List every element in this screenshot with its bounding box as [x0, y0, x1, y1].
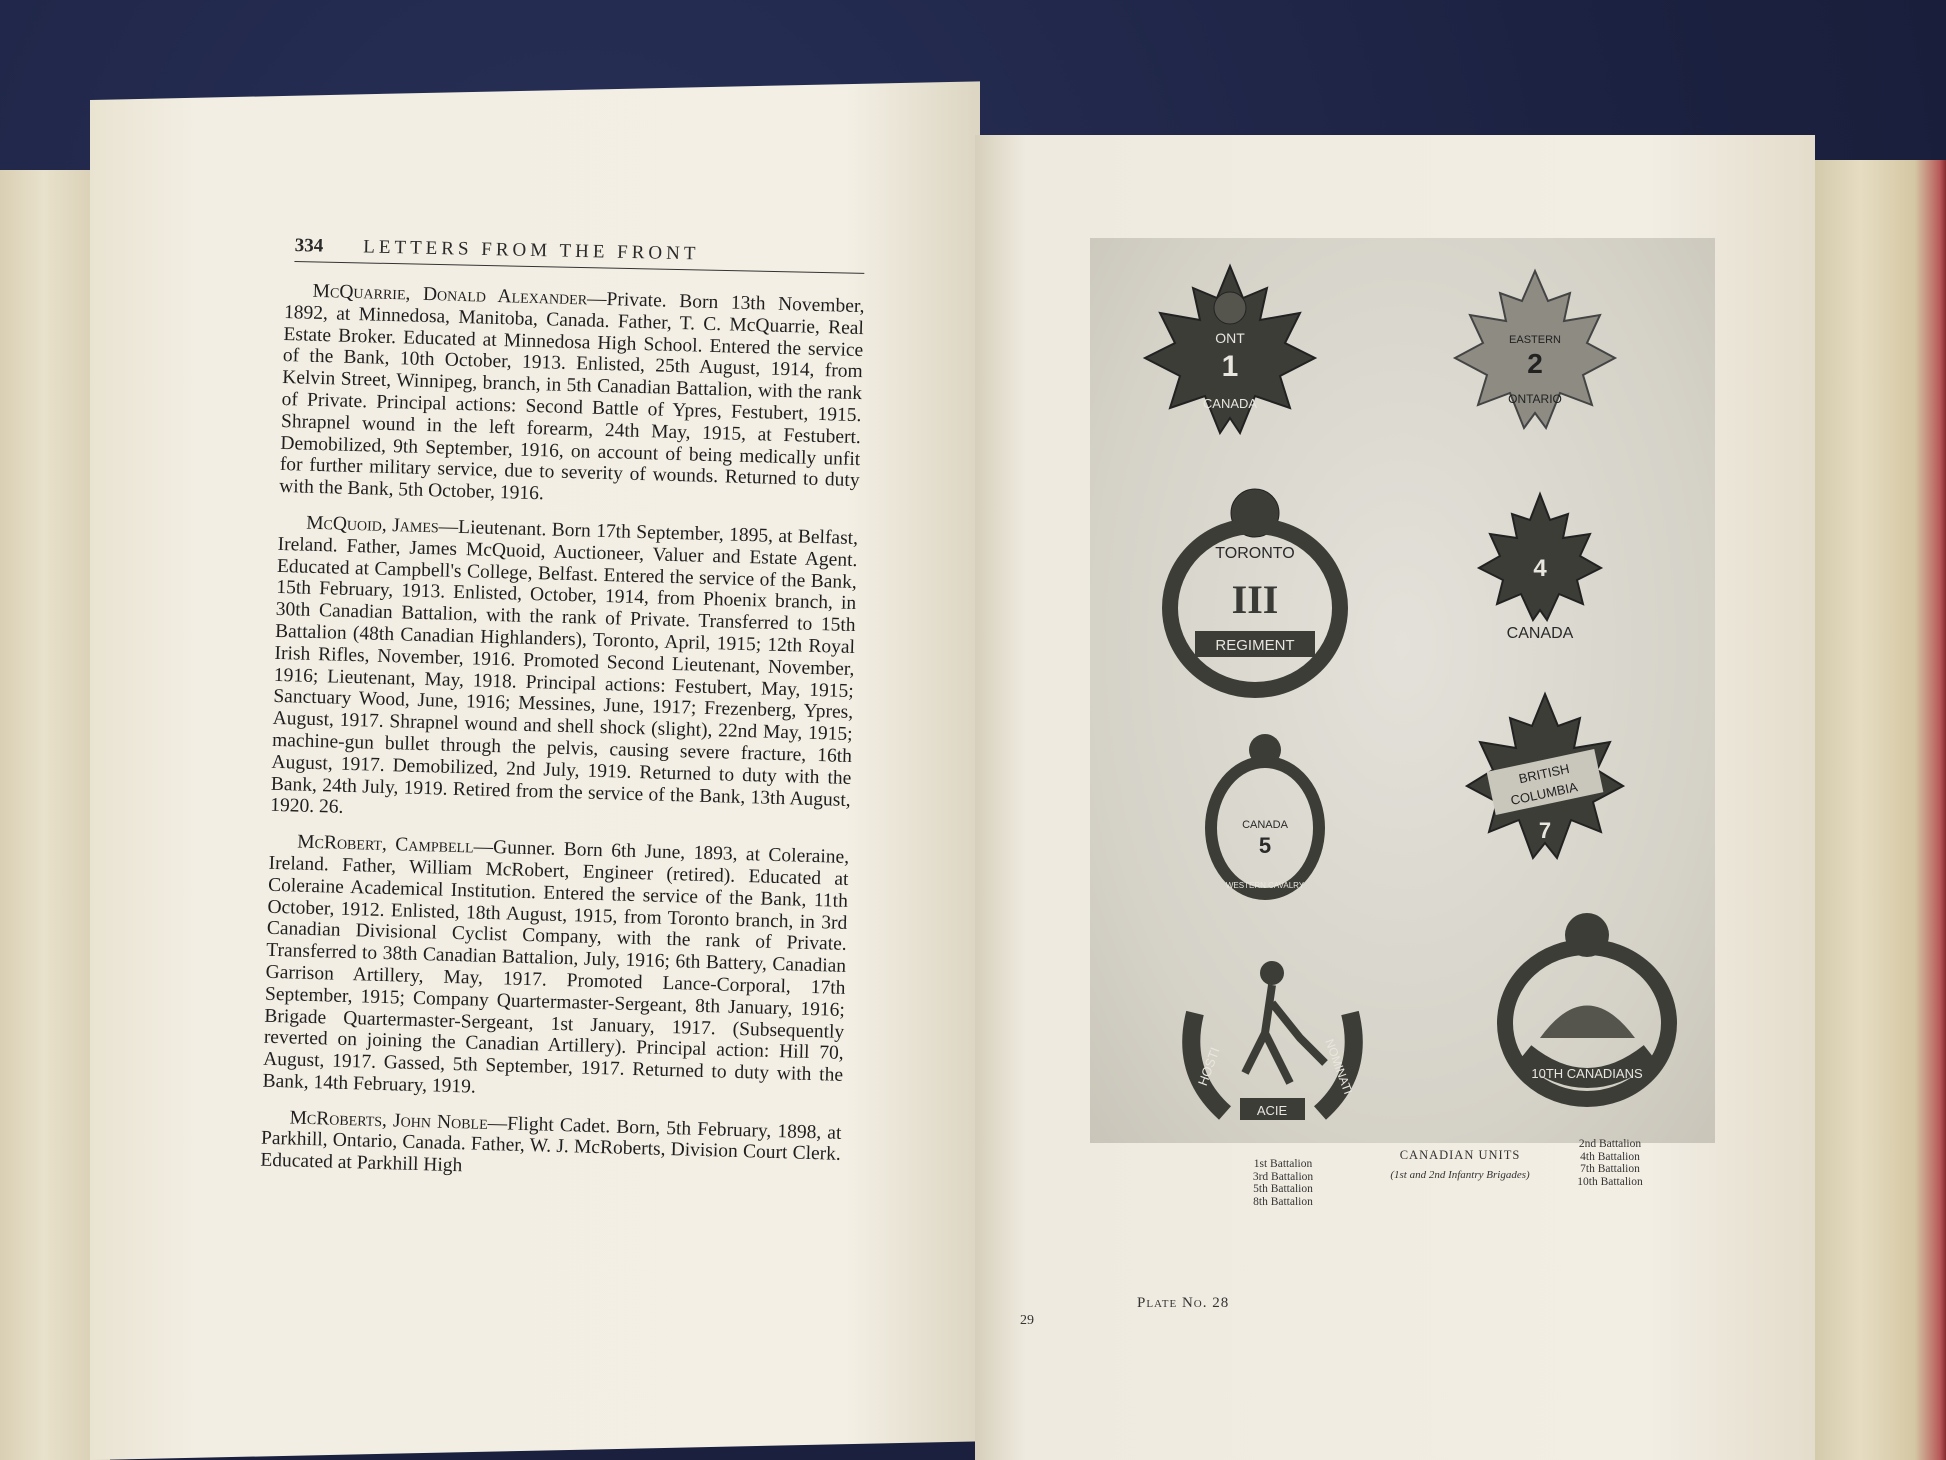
- badge-text: EASTERN: [1509, 334, 1561, 346]
- biography-text: [260, 280, 865, 1202]
- running-head-title: LETTERS FROM THE FRONT: [363, 236, 700, 265]
- badge-text: ONTARIO: [1508, 392, 1562, 406]
- maple-leaf-badge-icon: [1475, 488, 1605, 648]
- devil-badge-icon: [1175, 943, 1370, 1128]
- maple-leaf-badge-icon: [1450, 263, 1620, 443]
- page-number: 334: [294, 235, 324, 257]
- badge-text: 4: [1533, 555, 1547, 582]
- maple-leaf-badge-icon: [1465, 688, 1625, 873]
- badge-text: 1: [1221, 350, 1239, 383]
- badge-text: COLUMBIA: [1509, 779, 1579, 808]
- caption-line: 1st Battalion: [1253, 1158, 1313, 1170]
- entry-text: —Private. Born 13th November, 1892, at Minnedosa, Manitoba, Canada. Father, T. C. McQuarrie, Real Estate Broker. Educated at Minnedosa High School. Entered the service of the Bank, 10th October, 1913. Enlisted, 25th August, 1914, from Kelvin Street, Winnipeg, branch, in 5th Canadian Battalion, with the rank of Private. Principal actions: Second Battle of Ypres, Festubert, 1915. Shrapnel wound in the left forearm, 24th May, 1915, at Festubert. Demobilized, 9th September, 1916, on account of being medically unfit for further military service, due to severity of wounds. Returned to duty with the Bank, 5th October, 1916.: [278, 288, 865, 505]
- badge-plate: [1090, 238, 1715, 1143]
- badge-text: 5: [1258, 833, 1272, 858]
- caption-line: 4th Battalion: [1580, 1150, 1640, 1163]
- entry-name: McRoberts, John Noble: [289, 1107, 489, 1134]
- badge-text: WESTERN CAVALRY: [1225, 881, 1305, 890]
- badge-text: CANADA: [1506, 625, 1574, 642]
- caption-title-block: [1360, 1148, 1560, 1181]
- caption-line: 10th Battalion: [1577, 1175, 1643, 1188]
- badge-text: ONT: [1215, 330, 1245, 346]
- badge-text: 2: [1527, 348, 1543, 379]
- entry-mcrobert: [262, 831, 849, 1109]
- entry-text: —Lieutenant. Born 17th September, 1895, at Belfast, Ireland. Father, James McQuoid, Auctioneer, Valuer and Estate Agent. Educated at Campbell's College, Belfast. Entered the service of the Bank, 15th February, 1913. Enlisted, October, 1914, from Phoenix branch, in 30th Canadian Battalion, with the rank of Private. Transferred to 15th Battalion (48th Canadian Highlanders), Toronto, April, 1915; 12th Royal Irish Rifles, November, 1916. Promoted Second Lieutenant, November, 1916; Lieutenant, May, 1918. Principal actions: Festubert, May, 1915; Sanctuary Wood, June, 1916; Messines, June, 1917; Frezenberg, Ypres, August, 1917. Shrapnel wound and shell shock (slight), 22nd May, 1915; machine-gun bullet through the pelvis, causing severe fracture, 16th August, 1917. Demobilized, 2nd July, 1919. Returned to duty with the Bank, 24th July, 1919. Retired from the service of the Bank, 13th August, 1920. 26.: [270, 516, 859, 819]
- caption-right-units: [1560, 1138, 1660, 1188]
- entry-name: McQuarrie, Donald Alexander: [312, 280, 588, 310]
- entry-mcquarrie: [279, 280, 865, 514]
- caption-subtitle: (1st and 2nd Infantry Brigades): [1390, 1169, 1530, 1181]
- badge-text: CANADA: [1202, 396, 1258, 411]
- badge-text: 7: [1538, 818, 1552, 843]
- entry-text: —Flight Cadet. Born, 5th February, 1898, at Parkhill, Ontario, Canada. Father, W. J. McRoberts, Division Court Clerk. Educated at Parkhill High: [260, 1112, 842, 1177]
- caption-line: 3rd Battalion: [1252, 1170, 1314, 1183]
- beaver-wreath-badge-icon: [1495, 903, 1680, 1108]
- badge-text: REGIMENT: [1215, 637, 1295, 654]
- caption-line: 5th Battalion: [1253, 1183, 1313, 1195]
- caption-left-units: [1228, 1158, 1338, 1208]
- entry-name: McQuoid, James: [305, 512, 439, 538]
- entry-mcroberts: [260, 1106, 842, 1188]
- wreath-badge-icon: [1205, 728, 1325, 903]
- entry-text: —Gunner. Born 6th June, 1893, at Coleraine, Ireland. Father, William McRobert, Engineer (retired). Educated at Coleraine Academical Institution. Entered the service of the Bank, 11th October, 1912. Enlisted, 18th August, 1915, from Toronto branch, in 3rd Canadian Divisional Cyclist Company, with the rank of Private. Transferred to 38th Canadian Battalion, July, 1916; 6th Battery, Canadian Garrison Artillery, May, 1917. Promoted Lance-Corporal, 17th September, 1915; Company Quartermaster-Sergeant, 8th January, 1916; Brigade Quartermaster-Sergeant, 1st January, 1917. (Subsequently reverted on joining the Canadian Artillery). Principal action: Hill 70, August, 1917. Gassed, 5th September, 1917. Returned to duty with the Bank, 14th February, 1919.: [262, 836, 850, 1098]
- badge-text: HOSTI: [1194, 1045, 1223, 1088]
- caption-line: 2nd Battalion: [1578, 1138, 1642, 1150]
- maple-leaf-badge-icon: [1135, 258, 1325, 448]
- badge-text: III: [1231, 577, 1279, 622]
- badge-text: CANADA: [1242, 819, 1288, 831]
- caption-title: CANADIAN UNITS: [1399, 1148, 1521, 1162]
- folio-number: 29: [1020, 1313, 1034, 1328]
- badge-text: NOMINATI: [1322, 1037, 1356, 1097]
- badge-text: 10TH CANADIANS: [1531, 1066, 1643, 1081]
- caption-line: 8th Battalion: [1253, 1195, 1313, 1208]
- plate-number: Plate No. 28: [1137, 1295, 1230, 1311]
- badge-text: ACIE: [1256, 1103, 1288, 1118]
- entry-mcquoid: [270, 512, 858, 833]
- badge-text: BRITISH: [1517, 760, 1571, 787]
- wreath-badge-icon: [1160, 473, 1350, 698]
- badge-text: TORONTO: [1215, 545, 1295, 562]
- entry-name: McRobert, Campbell: [297, 831, 474, 858]
- caption-line: 7th Battalion: [1580, 1163, 1640, 1175]
